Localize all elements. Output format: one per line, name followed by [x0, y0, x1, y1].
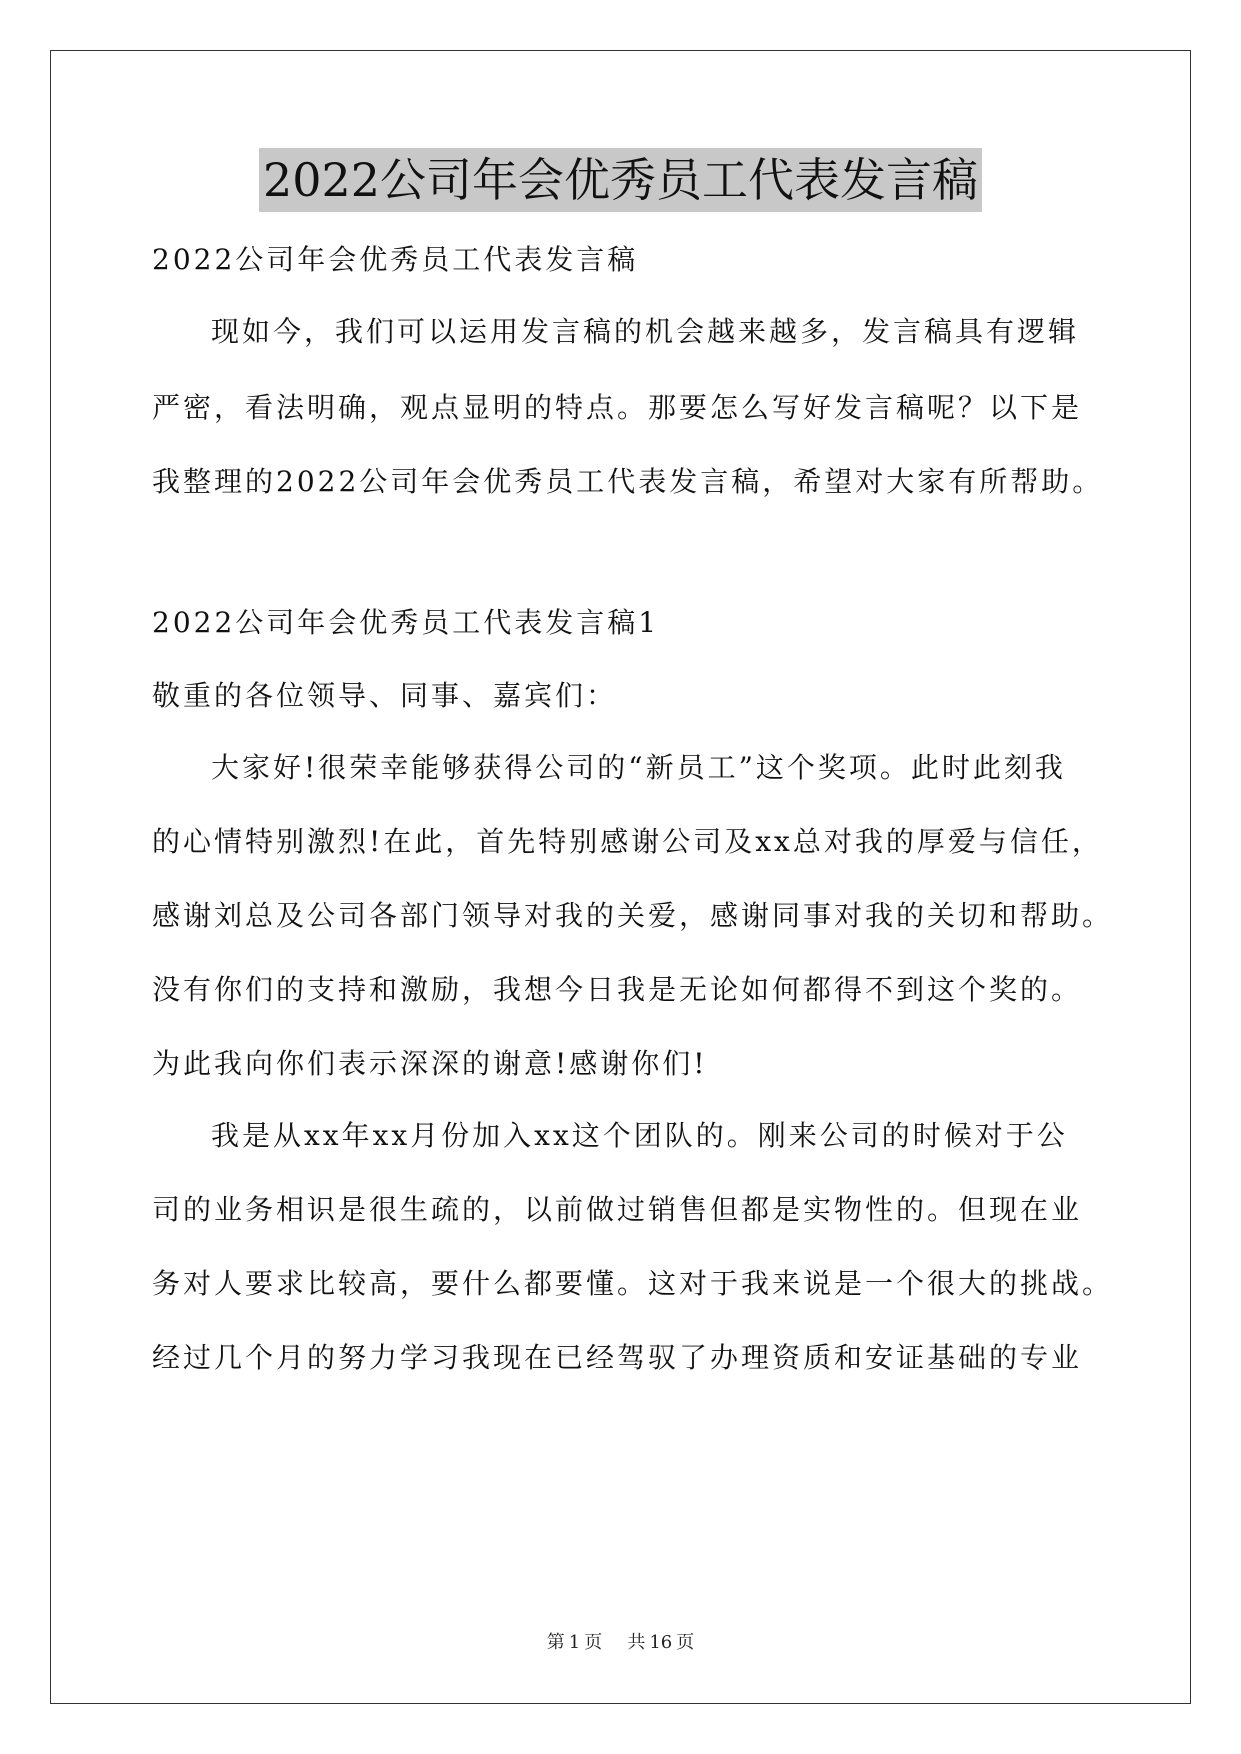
page-border [50, 50, 1191, 1704]
page-footer [0, 1628, 1241, 1654]
salutation-line: 敬重的各位领导、同事、嘉宾们： [152, 679, 618, 712]
subtitle-line: 2022公司年会优秀员工代表发言稿 [152, 243, 639, 276]
text-line: 我是从xx年xx月份加入xx这个团队的。刚来公司的时候对于公 [211, 1119, 1068, 1152]
text-line: 司的业务相识是很生疏的，以前做过销售但都是实物性的。但现在业 [152, 1193, 1083, 1226]
text-line: 大家好!很荣幸能够获得公司的“新员工”这个奖项。此时此刻我 [211, 751, 1066, 784]
total-suffix: 页 [676, 1632, 695, 1653]
title-container [0, 148, 1241, 212]
total-prefix: 共 [627, 1632, 646, 1653]
total-indicator [625, 1632, 696, 1653]
page-number: 1 [568, 1632, 581, 1653]
text-line: 感谢刘总及公司各部门领导对我的关爱，感谢同事对我的关切和帮助。 [152, 899, 1114, 932]
section-heading: 2022公司年会优秀员工代表发言稿1 [152, 606, 660, 639]
page-indicator [545, 1632, 604, 1653]
text-line: 的心情特别激烈!在此，首先特别感谢公司及xx总对我的厚爱与信任， [152, 825, 1103, 858]
text-line: 严密，看法明确，观点显明的特点。那要怎么写好发言稿呢？以下是 [152, 391, 1083, 424]
document-title: 2022公司年会优秀员工代表发言稿 [259, 148, 982, 212]
text-line: 为此我向你们表示深深的谢意!感谢你们! [152, 1047, 708, 1080]
text-line: 我整理的2022公司年会优秀员工代表发言稿，希望对大家有所帮助。 [152, 465, 1104, 498]
text-line: 现如今，我们可以运用发言稿的机会越来越多，发言稿具有逻辑 [211, 315, 1080, 348]
page-prefix: 第 [546, 1632, 565, 1653]
text-line: 没有你们的支持和激励，我想今日我是无论如何都得不到这个奖的。 [152, 973, 1083, 1006]
text-line: 务对人要求比较高，要什么都要懂。这对于我来说是一个很大的挑战。 [152, 1267, 1114, 1300]
text-line: 经过几个月的努力学习我现在已经驾驭了办理资质和安证基础的专业 [152, 1341, 1083, 1374]
total-pages: 16 [649, 1632, 673, 1653]
page-suffix: 页 [584, 1632, 603, 1653]
